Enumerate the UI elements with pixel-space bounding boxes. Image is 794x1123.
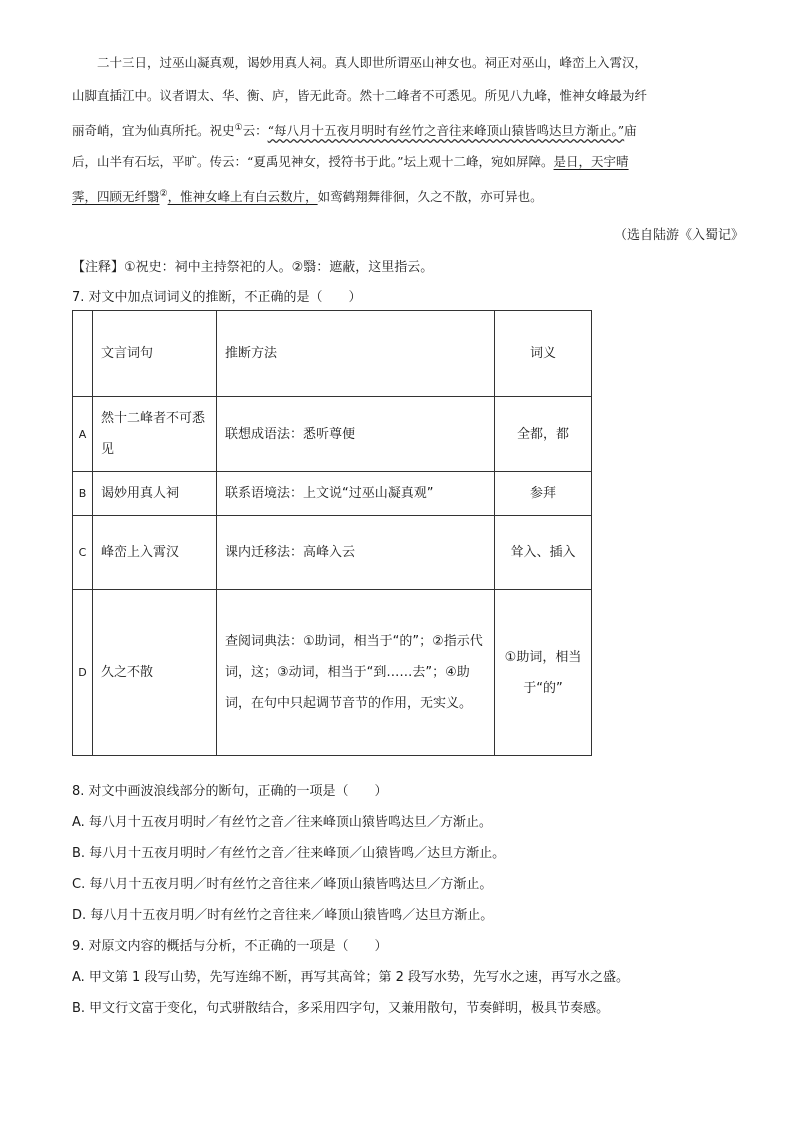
table-row <box>73 397 592 472</box>
table-row <box>73 590 592 756</box>
underlined-sentence: ，惟神女峰上有白云数片， <box>167 189 318 205</box>
header-cell: 推断方法 <box>217 311 495 397</box>
passage-text: 如鸾鹤翔舞徘徊，久之不散，亦可异也。 <box>317 189 543 205</box>
meaning-cell: ①助词，相当于“的” <box>495 590 592 756</box>
question-7-stem: 7. 对文中加点词词义的推断，不正确的是（ ） <box>72 290 362 305</box>
word-cell: 峰峦上入霄汉 <box>93 516 217 590</box>
method-cell: 查阅词典法：①助词，相当于“的”；②指示代词，这；③动词，相当于“到……去”；④助词，在句中只起调节音节的作用，无实义。 <box>217 590 495 756</box>
table-row <box>73 516 592 590</box>
note-marker: ② <box>159 189 168 199</box>
question-8-option: A. 每八月十五夜月明时／有丝竹之音／往来峰顶山猿皆鸣达旦／方渐止。 <box>72 815 492 830</box>
table-cell <box>73 311 93 397</box>
passage-line: 二十三日，过巫山凝真观，谒妙用真人祠。真人即世所谓巫山神女也。祠正对巫山，峰峦上入霄汉， <box>72 55 648 70</box>
word-cell: 然十二峰者不可悉见 <box>93 397 217 472</box>
word-cell: 谒妙用真人祠 <box>93 472 217 516</box>
option-letter: C <box>73 516 93 590</box>
option-letter: B <box>73 472 93 516</box>
option-letter: D <box>73 590 93 756</box>
question-9-option: A. 甲文第 1 段写山势，先写连绵不断，再写其高耸；第 2 段写水势，先写水之速，再写水之盛。 <box>72 970 630 985</box>
wavy-underlined-sentence: “每八月十五夜月明时有丝竹之音往来峰顶山猿皆鸣达旦方渐止。” <box>267 123 625 139</box>
table-row <box>73 472 592 516</box>
passage-line: 山脚直插江中。议者谓太、华、衡、庐，皆无此奇。然十二峰者不可悉见。所见八九峰，惟神女峰最为纤 <box>72 88 648 103</box>
question-7-table <box>72 310 592 756</box>
question-9-stem: 9. 对原文内容的概括与分析，不正确的一项是（ ） <box>72 939 388 954</box>
passage-text: 云： <box>242 123 268 139</box>
underlined-sentence: 是日，天宇晴 <box>553 154 629 169</box>
question-8-stem: 8. 对文中画波浪线部分的断句，正确的一项是（ ） <box>72 784 388 799</box>
meaning-cell: 全都，都 <box>495 397 592 472</box>
question-8-option: D. 每八月十五夜月明／时有丝竹之音往来／峰顶山猿皆鸣／达旦方渐止。 <box>72 908 494 923</box>
method-cell: 课内迁移法：高峰入云 <box>217 516 495 590</box>
source-citation: （选自陆游《入蜀记》 <box>613 228 744 243</box>
method-cell: 联想成语法：悉听尊便 <box>217 397 495 472</box>
question-8-option: C. 每八月十五夜月明／时有丝竹之音往来／峰顶山猿皆鸣达旦／方渐止。 <box>72 877 493 892</box>
note-marker: ① <box>234 123 243 133</box>
option-letter: A <box>73 397 93 472</box>
method-cell: 联系语境法：上文说“过巫山凝真观” <box>217 472 495 516</box>
header-cell: 词义 <box>495 311 592 397</box>
passage-line <box>72 112 722 145</box>
question-9-option: B. 甲文行文富于变化，句式骈散结合，多采用四字句，又兼用散句，节奏鲜明，极具节奏感。 <box>72 1001 610 1016</box>
passage-text: 丽奇峭，宜为仙真所托。祝史 <box>72 123 235 139</box>
underlined-sentence: 霁，四顾无纤翳 <box>72 189 160 205</box>
meaning-cell: 耸入、插入 <box>495 516 592 590</box>
passage-line <box>72 145 722 178</box>
meaning-cell: 参拜 <box>495 472 592 516</box>
passage <box>72 46 722 211</box>
table-header-row <box>73 311 592 397</box>
passage-text: 后，山半有石坛，平旷。传云：“夏禹见神女，授符书于此。”坛上观十二峰，宛如屏障。 <box>72 154 554 169</box>
passage-line <box>72 178 722 211</box>
passage-text: 庙 <box>624 123 637 139</box>
question-8-option: B. 每八月十五夜月明时／有丝竹之音／往来峰顶／山猿皆鸣／达旦方渐止。 <box>72 846 506 861</box>
word-cell: 久之不散 <box>93 590 217 756</box>
header-cell: 文言词句 <box>93 311 217 397</box>
annotation: 【注释】①祝史：祠中主持祭祀的人。②翳：遮蔽，这里指云。 <box>72 260 434 275</box>
